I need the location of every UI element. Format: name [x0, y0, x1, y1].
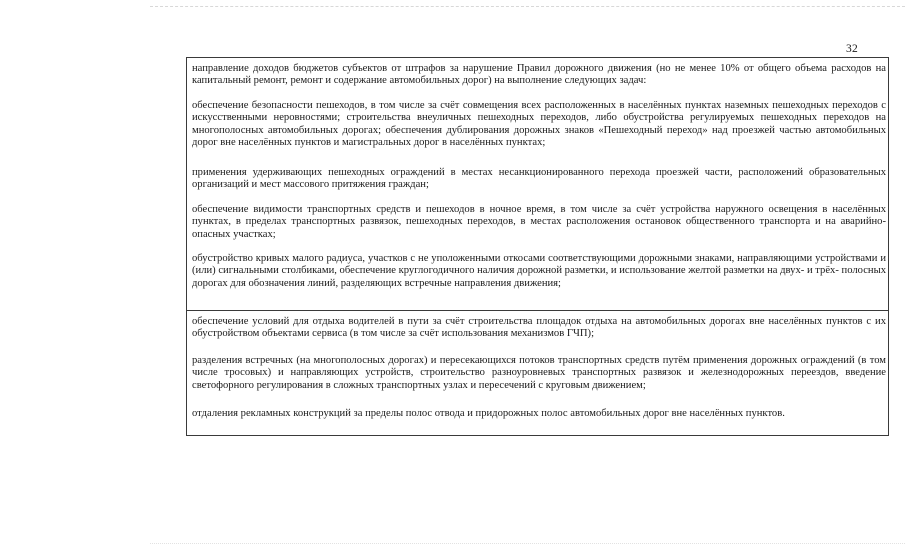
scan-edge-bottom: [150, 543, 905, 544]
paragraph-curves-markings: обустройство кривых малого радиуса, участков с не уположенными откосами соответствующими дорожными знаками, направляющими устройствами и (или) сигнальными столбиками, обеспечение круглогодичного наличия дорожной разметки, и использование желтой разметки на двух- и трёх- полосных дорогах для обозначения линий, разделяющих встречные направления движения;: [192, 253, 886, 289]
scan-edge-top: [150, 6, 905, 7]
paragraph-pedestrian-barriers: применения удерживающих пешеходных ограждений в местах несанкционированного перехода проезжей части, расположений образовательных организаций и мест массового притяжения граждан;: [192, 167, 886, 191]
paragraph-night-visibility: обеспечение видимости транспортных средств и пешеходов в ночное время, в том числе за счёт устройства наружного освещения в населённых пунктах, в пределах транспортных развязок, пешеходных переходов, в местах расположения остановок общественного транспорта и на аварийно-опасных участках;: [192, 204, 886, 240]
section-divider: [187, 310, 888, 311]
document-text-box: [186, 57, 889, 436]
paragraph-traffic-separation: разделения встречных (на многополосных дорогах) и пересекающихся потоков транспортных средств путём применения дорожных ограждений (в том числе тросовых) и направляющих устройств, строительство разноуровневых транспортных развязок и железнодорожных переездов, введение светофорного регулирования в сложных транспортных узлах и пересечений с круговым движением;: [192, 355, 886, 391]
paragraph-driver-rest: обеспечение условий для отдыха водителей в пути за счёт строительства площадок отдыха на автомобильных дорогах вне населённых пунктов с их обустройством объектами сервиса (в том числе за счёт использования механизмов ГЧП);: [192, 316, 886, 340]
paragraph-intro: направление доходов бюджетов субъектов от штрафов за нарушение Правил дорожного движения (но не менее 10% от общего объема расходов на капитальный ремонт, ремонт и содержание автомобильных дорог) на выполнение следующих задач:: [192, 63, 886, 87]
paragraph-pedestrian-safety: обеспечение безопасности пешеходов, в том числе за счёт совмещения всех расположенных в населённых пунктах наземных пешеходных переходов с искусственными неровностями; строительства внеуличных пешеходных переходов, либо обустройства регулируемых пешеходных переходов на многополосных автомобильных дорогах; обеспечения дублирования дорожных знаков «Пешеходный переход» над проезжей частью автомобильных дорог вне населённых пунктов и магистральных дорог в населённых пунктах;: [192, 100, 886, 149]
page-number: 32: [846, 43, 859, 55]
paragraph-advertising: отдаления рекламных конструкций за пределы полос отвода и придорожных полос автомобильных дорог вне населённых пунктов.: [192, 408, 785, 419]
